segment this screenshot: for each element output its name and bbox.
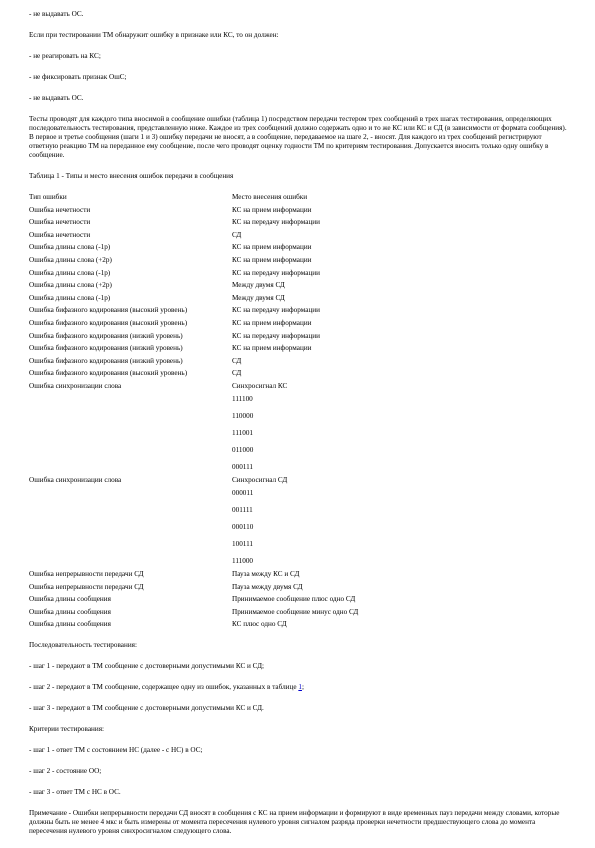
error-type-cell: Ошибка длины слова (-1р) bbox=[29, 293, 111, 302]
error-place-cell bbox=[232, 382, 432, 476]
table-row bbox=[29, 382, 432, 476]
error-place-cell bbox=[232, 369, 432, 382]
error-type-cell: Ошибка длины сообщения bbox=[29, 620, 111, 629]
sync-pattern: 000111 bbox=[232, 462, 254, 471]
error-place-text: Синхросигнал СД bbox=[232, 475, 288, 484]
sync-pattern: 110000 bbox=[232, 411, 254, 420]
error-place-text: КС на прием информации bbox=[232, 205, 312, 214]
table-header-row bbox=[29, 193, 432, 206]
table-row bbox=[29, 583, 432, 596]
sequence-step-3: - шаг 3 - передают в ТМ сообщение с достоверными допустимыми КС и СД. bbox=[29, 703, 264, 712]
table-row bbox=[29, 281, 432, 294]
error-place-cell bbox=[232, 583, 432, 596]
error-place-cell bbox=[232, 595, 432, 608]
sync-pattern: 011000 bbox=[232, 445, 254, 454]
text-line: - не фиксировать признак ОшС; bbox=[29, 73, 127, 81]
error-type-cell: Ошибка бифазного кодирования (низкий уровень) bbox=[29, 331, 183, 340]
sequence-step-2 bbox=[29, 683, 569, 692]
error-place-cell bbox=[232, 218, 432, 231]
table-row bbox=[29, 269, 432, 282]
sync-pattern: 111001 bbox=[232, 428, 254, 437]
document-page bbox=[29, 10, 569, 848]
table-row bbox=[29, 256, 432, 269]
sync-pattern: 000110 bbox=[232, 522, 254, 531]
error-place-cell bbox=[232, 206, 432, 219]
error-place-text: Принимаемое сообщение плюс одно СД bbox=[232, 595, 356, 604]
error-place-text: КС на прием информации bbox=[232, 243, 312, 252]
criteria-step-2: - шаг 2 - состояние ОО; bbox=[29, 766, 102, 775]
sequence-title: Последовательность тестирования: bbox=[29, 640, 137, 649]
table-row bbox=[29, 369, 432, 382]
sequence-step-2-tail: ; bbox=[301, 682, 304, 691]
error-type-cell: Ошибка нечетности bbox=[29, 218, 91, 227]
error-place-cell bbox=[232, 476, 432, 570]
error-type-cell: Ошибка длины сообщения bbox=[29, 607, 111, 616]
error-place-cell bbox=[232, 269, 432, 282]
sync-pattern: 111000 bbox=[232, 556, 254, 565]
sync-pattern: 000011 bbox=[232, 488, 254, 497]
table-row bbox=[29, 344, 432, 357]
error-place-text: КС на передачу информации bbox=[232, 306, 320, 315]
table-row bbox=[29, 306, 432, 319]
table-row bbox=[29, 218, 432, 231]
criteria-step-1: - шаг 1 - ответ ТМ с состоянием НС (далее - с НС) в ОС; bbox=[29, 745, 203, 754]
table-row bbox=[29, 231, 432, 244]
table-row bbox=[29, 243, 432, 256]
sync-pattern: 100111 bbox=[232, 539, 254, 548]
error-type-cell: Ошибка длины слова (+2р) bbox=[29, 281, 112, 290]
text-line: Если при тестировании ТМ обнаружит ошибку в признаке или КС, то он должен: bbox=[29, 31, 279, 39]
error-type-cell: Ошибка длины слова (-1р) bbox=[29, 243, 111, 252]
error-place-text: СД bbox=[232, 230, 242, 239]
error-place-text: КС на прием информации bbox=[232, 344, 312, 353]
error-place-cell bbox=[232, 620, 432, 633]
sync-pattern: 001111 bbox=[232, 505, 253, 514]
error-place-cell bbox=[232, 344, 432, 357]
sequence-step-2-text: - шаг 2 - передают в ТМ сообщение, содержащее одну из ошибок, указанных в таблице bbox=[29, 682, 299, 691]
error-place-text: КС на прием информации bbox=[232, 255, 312, 264]
error-type-cell: Ошибка нечетности bbox=[29, 230, 91, 239]
table-row bbox=[29, 294, 432, 307]
error-place-cell bbox=[232, 306, 432, 319]
table-row bbox=[29, 595, 432, 608]
error-type-cell: Ошибка бифазного кодирования (высокий уровень) bbox=[29, 306, 188, 315]
table-1-link[interactable]: 1 bbox=[298, 682, 302, 691]
error-type-cell: Ошибка бифазного кодирования (низкий уровень) bbox=[29, 356, 183, 365]
errors-table bbox=[29, 193, 432, 633]
error-type-cell: Ошибка синхронизации слова bbox=[29, 475, 122, 484]
error-place-cell bbox=[232, 608, 432, 621]
intro-paragraph: Тесты проводят для каждого типа вносимой в сообщение ошибки (таблица 1) посредством передачи тестером трех сообщений в трех шагах тестирования, определяющих последовательность тестирования, представленную ниже. Каждое из трех сообщений должно содержать одно и то же КС или КС и СД (в зависимости от формата сообщения). В первое и третье сообщения (шаги 1 и 3) ошибку передачи не вносят, а в сообщение, передаваемое на шаге 2, - вносят. Для каждого из трех сообщений регистрируют ответную реакцию ТМ на переданное ему сообщение, после чего проводят оценку годности ТМ по критериям тестирования. Допускается вносить только одну ошибку в сообщение. bbox=[29, 115, 567, 159]
error-place-text: СД bbox=[232, 369, 242, 378]
error-type-cell: Ошибка бифазного кодирования (высокий уровень) bbox=[29, 369, 188, 378]
sequence-step-1: - шаг 1 - передают в ТМ сообщение с достоверными допустимыми КС и СД; bbox=[29, 661, 265, 670]
error-place-cell bbox=[232, 294, 432, 307]
table-row bbox=[29, 476, 432, 570]
error-place-cell bbox=[232, 319, 432, 332]
error-type-cell: Ошибка непрерывности передачи СД bbox=[29, 569, 144, 578]
error-place-text: Между двумя СД bbox=[232, 293, 285, 302]
error-place-cell bbox=[232, 231, 432, 244]
table-row bbox=[29, 332, 432, 345]
criteria-title: Критерии тестирования: bbox=[29, 724, 105, 733]
error-place-cell bbox=[232, 570, 432, 583]
error-type-cell: Ошибка синхронизации слова bbox=[29, 381, 122, 390]
table-row bbox=[29, 319, 432, 332]
header-type: Тип ошибки bbox=[29, 193, 67, 201]
header-place: Место внесения ошибки bbox=[232, 193, 308, 201]
text-line: - не выдавать ОС. bbox=[29, 10, 84, 18]
error-type-cell: Ошибка длины слова (-1р) bbox=[29, 268, 111, 277]
error-place-text: КС на передачу информации bbox=[232, 268, 320, 277]
criteria-step-3: - шаг 3 - ответ ТМ с НС в ОС. bbox=[29, 787, 121, 796]
table-row bbox=[29, 608, 432, 621]
table-row bbox=[29, 620, 432, 633]
text-line: - не выдавать ОС. bbox=[29, 94, 84, 102]
error-place-text: КС на прием информации bbox=[232, 318, 312, 327]
table-row bbox=[29, 206, 432, 219]
error-type-cell: Ошибка непрерывности передачи СД bbox=[29, 582, 144, 591]
table-row bbox=[29, 357, 432, 370]
error-place-text: КС на передачу информации bbox=[232, 218, 320, 227]
sync-pattern: 111100 bbox=[232, 394, 253, 403]
error-type-cell: Ошибка бифазного кодирования (низкий уровень) bbox=[29, 344, 183, 353]
table-row bbox=[29, 570, 432, 583]
error-place-text: Синхросигнал КС bbox=[232, 381, 288, 390]
errors-table-body bbox=[29, 193, 432, 633]
error-place-cell bbox=[232, 243, 432, 256]
error-type-cell: Ошибка длины сообщения bbox=[29, 595, 111, 604]
error-type-cell: Ошибка нечетности bbox=[29, 205, 91, 214]
error-place-cell bbox=[232, 256, 432, 269]
text-line: - не реагировать на КС; bbox=[29, 52, 101, 60]
error-place-text: Пауза между двумя СД bbox=[232, 582, 303, 591]
error-type-cell: Ошибка бифазного кодирования (высокий уровень) bbox=[29, 318, 188, 327]
error-place-text: Пауза между КС и СД bbox=[232, 569, 300, 578]
error-place-text: СД bbox=[232, 356, 242, 365]
note-paragraph: Примечание - Ошибки непрерывности передачи СД вносят в сообщения с КС на прием информации и формируют в виде временных пауз передачи между словами, которые должны быть не менее 4 мкс и быть измерены от момента пересечения нулевого уровня сигналом разряда проверки нечетности предшествующего слова до момента пересечения нулевого уровня синхросигналом следующего слова. bbox=[29, 808, 560, 835]
error-place-cell bbox=[232, 332, 432, 345]
table-caption: Таблица 1 - Типы и место внесения ошибок передачи в сообщения bbox=[29, 172, 234, 180]
error-type-cell: Ошибка длины слова (+2р) bbox=[29, 255, 112, 264]
error-place-cell bbox=[232, 357, 432, 370]
error-place-text: КС плюс одно СД bbox=[232, 620, 287, 629]
error-place-text: Принимаемое сообщение минус одно СД bbox=[232, 607, 359, 616]
error-place-text: КС на передачу информации bbox=[232, 331, 320, 340]
error-place-cell bbox=[232, 281, 432, 294]
error-place-text: Между двумя СД bbox=[232, 281, 285, 290]
